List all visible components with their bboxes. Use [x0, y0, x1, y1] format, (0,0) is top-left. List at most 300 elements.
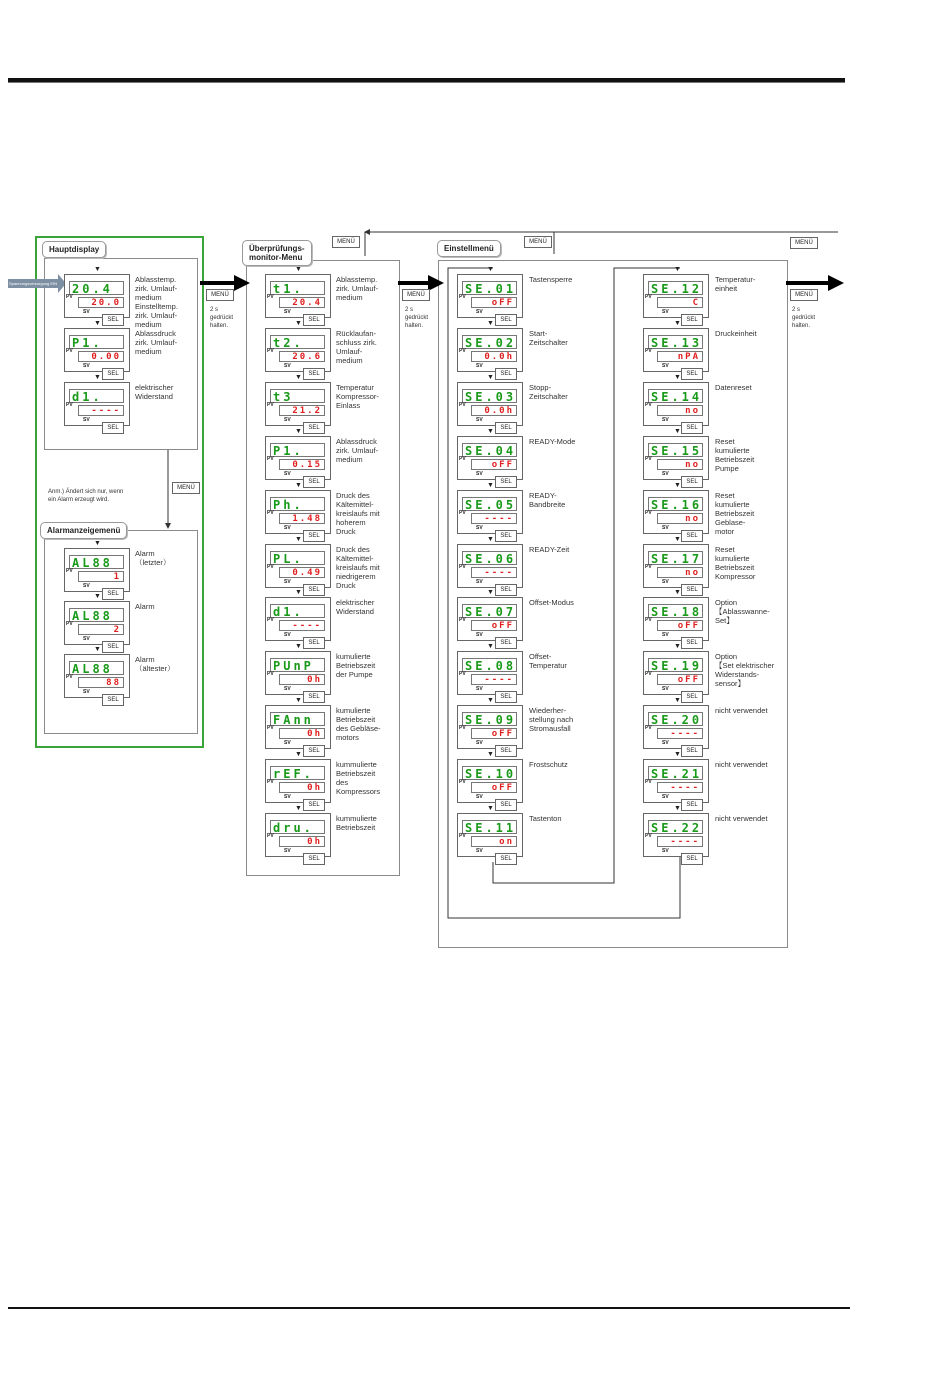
sv-readout: 0.0h — [471, 405, 517, 416]
display-unit — [643, 705, 709, 749]
pv-label: PV — [645, 294, 652, 300]
pv-readout: SE.04 — [462, 443, 517, 457]
sv-label: SV — [284, 848, 291, 854]
pv-readout: t1. — [270, 281, 325, 295]
item-description: Option 【Set elektrischer Widerstands- sensor】 — [715, 652, 775, 688]
down-arrow-icon: ▼ — [674, 697, 681, 704]
pv-label: PV — [459, 402, 466, 408]
down-arrow-icon: ▼ — [487, 428, 494, 435]
item-description: READY- Bandbreite — [529, 491, 566, 509]
sel-button[interactable]: SEL — [303, 584, 325, 596]
sv-label: SV — [83, 689, 90, 695]
sel-button[interactable]: SEL — [495, 853, 517, 865]
down-arrow-icon: ▼ — [295, 536, 302, 543]
down-arrow-icon: ▼ — [487, 482, 494, 489]
sv-label: SV — [476, 471, 483, 477]
down-arrow-icon: ▼ — [674, 482, 681, 489]
pv-readout: AL88 — [69, 608, 124, 622]
main-display-title: Hauptdisplay — [42, 241, 106, 258]
down-arrow-icon: ▼ — [487, 589, 494, 596]
sv-readout: 0h — [279, 836, 325, 847]
display-unit — [265, 328, 331, 372]
sv-label: SV — [476, 848, 483, 854]
pv-label: PV — [267, 779, 274, 785]
sv-label: SV — [284, 794, 291, 800]
display-unit — [643, 382, 709, 426]
pv-readout: SE.19 — [648, 658, 703, 672]
pv-label: PV — [645, 725, 652, 731]
item-description: kumulierte Betriebszeit der Pumpe — [336, 652, 376, 679]
sv-readout: no — [657, 405, 703, 416]
down-arrow-icon: ▼ — [94, 593, 101, 600]
pv-readout: PL. — [270, 551, 325, 565]
item-description: Option 【Ablasswanne- Set】 — [715, 598, 770, 625]
item-description: Alarm （letzter） — [135, 549, 171, 567]
pv-readout: PUnP — [270, 658, 325, 672]
sv-readout: ---- — [279, 620, 325, 631]
down-arrow-icon: ▼ — [674, 751, 681, 758]
sv-readout: C — [657, 297, 703, 308]
sel-button[interactable]: SEL — [681, 368, 703, 380]
item-description: kumulierte Betriebszeit des Gebläse- motors — [336, 706, 381, 742]
pv-readout: SE.17 — [648, 551, 703, 565]
display-unit — [457, 544, 523, 588]
sel-button[interactable]: SEL — [102, 368, 124, 380]
settings-menu-title: Einstellmenü — [437, 240, 501, 257]
item-description: Frostschutz — [529, 760, 568, 769]
pv-readout: t2. — [270, 335, 325, 349]
pv-readout: d1. — [270, 604, 325, 618]
display-unit — [457, 813, 523, 857]
pv-readout: t3 — [270, 389, 325, 403]
down-arrow-icon: ▼ — [487, 805, 494, 812]
sv-readout: 1.48 — [279, 513, 325, 524]
display-unit — [643, 274, 709, 318]
sv-readout: 0.15 — [279, 459, 325, 470]
sv-label: SV — [476, 632, 483, 638]
sv-readout: ---- — [471, 567, 517, 578]
sel-button[interactable]: SEL — [303, 368, 325, 380]
pv-label: PV — [66, 294, 73, 300]
display-unit — [265, 759, 331, 803]
display-unit — [643, 490, 709, 534]
down-arrow-icon: ▼ — [487, 536, 494, 543]
sv-label: SV — [476, 309, 483, 315]
pv-readout: SE.01 — [462, 281, 517, 295]
pv-label: PV — [267, 402, 274, 408]
item-description: Ablasstemp. zirk. Umlauf- medium Einstelltemp. zirk. Umlauf- medium — [135, 275, 178, 329]
pv-label: PV — [645, 779, 652, 785]
sv-readout: 0.49 — [279, 567, 325, 578]
pv-readout: SE.22 — [648, 820, 703, 834]
sel-button[interactable]: SEL — [495, 422, 517, 434]
sv-readout: oFF — [471, 459, 517, 470]
display-unit — [265, 544, 331, 588]
sv-readout: 2 — [78, 624, 124, 635]
down-arrow-icon: ▼ — [295, 428, 302, 435]
sel-button[interactable]: SEL — [303, 530, 325, 542]
item-description: Datenreset — [715, 383, 752, 392]
pv-readout: dru. — [270, 820, 325, 834]
down-arrow-icon: ▼ — [674, 320, 681, 327]
sv-label: SV — [284, 309, 291, 315]
item-description: elektrischer Widerstand — [135, 383, 174, 401]
sel-button[interactable]: SEL — [102, 314, 124, 326]
down-arrow-icon: ▼ — [295, 697, 302, 704]
down-arrow-icon: ▼ — [487, 643, 494, 650]
down-arrow-icon: ▼ — [94, 320, 101, 327]
sel-button[interactable]: SEL — [681, 314, 703, 326]
sv-label: SV — [662, 686, 669, 692]
pv-readout: P1. — [69, 335, 124, 349]
pv-label: PV — [267, 564, 274, 570]
pv-label: PV — [267, 725, 274, 731]
item-description: Offset-Modus — [529, 598, 574, 607]
down-arrow-icon: ▼ — [674, 536, 681, 543]
hold-note-main: 2 s gedrückt halten. — [210, 307, 234, 329]
sel-button[interactable]: SEL — [681, 530, 703, 542]
sel-button[interactable]: SEL — [303, 745, 325, 757]
display-unit — [457, 274, 523, 318]
pv-label: PV — [66, 674, 73, 680]
item-description: Offset- Temperatur — [529, 652, 567, 670]
sv-label: SV — [284, 579, 291, 585]
display-unit — [64, 601, 130, 645]
pv-label: PV — [459, 510, 466, 516]
sv-label: SV — [662, 309, 669, 315]
menu-button-top-3[interactable]: MENÜ — [790, 237, 818, 249]
sel-button[interactable]: SEL — [303, 314, 325, 326]
pv-label: PV — [459, 294, 466, 300]
sv-label: SV — [476, 579, 483, 585]
menu-button-monitor[interactable]: MENÜ — [402, 289, 430, 301]
display-unit — [643, 597, 709, 641]
sv-label: SV — [476, 794, 483, 800]
menu-button-top-1[interactable]: MENÜ — [332, 236, 360, 248]
pv-label: PV — [267, 510, 274, 516]
pv-readout: SE.05 — [462, 497, 517, 511]
display-unit — [457, 759, 523, 803]
down-arrow-icon: ▼ — [295, 589, 302, 596]
display-unit — [457, 328, 523, 372]
pv-readout: rEF. — [270, 766, 325, 780]
down-arrow-icon: ▼ — [487, 374, 494, 381]
item-description: Reset kumulierte Betriebszeit Geblase- motor — [715, 491, 755, 536]
menu-button-alarm[interactable]: MENÜ — [172, 482, 200, 494]
hold-note-monitor: 2 s gedrückt halten. — [405, 307, 429, 329]
item-description: Tastenton — [529, 814, 562, 823]
sv-readout: oFF — [471, 782, 517, 793]
sel-button[interactable]: SEL — [102, 588, 124, 600]
sel-button[interactable]: SEL — [495, 368, 517, 380]
pv-readout: d1. — [69, 389, 124, 403]
sv-readout: 1 — [78, 571, 124, 582]
down-arrow-icon: ▼ — [674, 805, 681, 812]
pv-label: PV — [645, 564, 652, 570]
sv-label: SV — [476, 417, 483, 423]
sel-button[interactable]: SEL — [681, 691, 703, 703]
sel-button[interactable]: SEL — [495, 691, 517, 703]
sv-readout: no — [657, 513, 703, 524]
item-description: nicht verwendet — [715, 706, 768, 715]
pv-label: PV — [459, 671, 466, 677]
pv-label: PV — [66, 348, 73, 354]
sel-button[interactable]: SEL — [681, 584, 703, 596]
display-unit — [265, 436, 331, 480]
item-description: READY-Mode — [529, 437, 576, 446]
sel-button[interactable]: SEL — [495, 584, 517, 596]
item-description: nicht verwendet — [715, 760, 768, 769]
sv-readout: oFF — [657, 674, 703, 685]
pv-readout: SE.03 — [462, 389, 517, 403]
pv-readout: P1. — [270, 443, 325, 457]
sv-label: SV — [83, 363, 90, 369]
pv-readout: SE.07 — [462, 604, 517, 618]
sv-readout: 0h — [279, 782, 325, 793]
down-arrow-icon: ▼ — [295, 266, 302, 273]
item-description: Start- Zeitschalter — [529, 329, 568, 347]
sel-button[interactable]: SEL — [303, 637, 325, 649]
sv-label: SV — [83, 309, 90, 315]
sel-button[interactable]: SEL — [303, 853, 325, 865]
alarm-menu-title: Alarmanzeigemenü — [40, 522, 127, 539]
item-description: Rücklaufan- schluss zirk. Umlauf- medium — [336, 329, 377, 365]
item-description: Druck des Kältemittel- kreislaufs mit niedrigerem Druck — [336, 545, 380, 590]
hold-note-settings: 2 s gedrückt halten. — [792, 307, 816, 329]
display-unit — [643, 813, 709, 857]
pv-label: PV — [645, 348, 652, 354]
menu-button-top-2[interactable]: MENÜ — [524, 236, 552, 248]
sv-label: SV — [662, 417, 669, 423]
sv-label: SV — [83, 583, 90, 589]
sv-readout: ---- — [657, 782, 703, 793]
pv-readout: SE.15 — [648, 443, 703, 457]
sv-readout: ---- — [657, 728, 703, 739]
alarm-note: Anm.) Ändert sich nur, wenn ein Alarm erzeugt wird. — [48, 489, 124, 503]
display-unit — [265, 490, 331, 534]
display-unit — [643, 328, 709, 372]
sel-button[interactable]: SEL — [303, 422, 325, 434]
display-unit — [643, 436, 709, 480]
down-arrow-icon: ▼ — [94, 540, 101, 547]
display-unit — [64, 654, 130, 698]
sel-button[interactable]: SEL — [681, 422, 703, 434]
sv-readout: 20.0 — [78, 297, 124, 308]
down-arrow-icon: ▼ — [94, 646, 101, 653]
sel-button[interactable]: SEL — [495, 637, 517, 649]
sv-readout: 21.2 — [279, 405, 325, 416]
pv-readout: SE.16 — [648, 497, 703, 511]
item-description: Alarm — [135, 602, 155, 611]
sel-button[interactable]: SEL — [102, 422, 124, 434]
sv-label: SV — [662, 579, 669, 585]
item-description: Wiederher- stellung nach Stromausfall — [529, 706, 574, 733]
item-description: Druck des Kältemittel- kreislaufs mit hoherem Druck — [336, 491, 380, 536]
display-unit — [457, 436, 523, 480]
down-arrow-icon: ▼ — [487, 320, 494, 327]
pv-label: PV — [267, 456, 274, 462]
down-arrow-icon: ▼ — [295, 482, 302, 489]
pv-readout: 20.4 — [69, 281, 124, 295]
display-unit — [64, 382, 130, 426]
sv-readout: ---- — [78, 405, 124, 416]
sv-label: SV — [662, 632, 669, 638]
sv-readout: no — [657, 567, 703, 578]
sv-readout: ---- — [657, 836, 703, 847]
pv-label: PV — [459, 456, 466, 462]
display-unit — [457, 382, 523, 426]
display-unit — [64, 328, 130, 372]
sv-readout: on — [471, 836, 517, 847]
item-description: Reset kumulierte Betriebszeit Pumpe — [715, 437, 755, 473]
sel-button[interactable]: SEL — [303, 476, 325, 488]
sel-button[interactable]: SEL — [681, 476, 703, 488]
sv-readout: no — [657, 459, 703, 470]
pv-readout: SE.10 — [462, 766, 517, 780]
pv-label: PV — [459, 617, 466, 623]
sel-button[interactable]: SEL — [681, 799, 703, 811]
pv-readout: SE.02 — [462, 335, 517, 349]
item-description: Ablassdruck zirk. Umlauf- medium — [135, 329, 178, 356]
down-arrow-icon: ▼ — [295, 805, 302, 812]
sv-label: SV — [284, 632, 291, 638]
down-arrow-icon: ▼ — [487, 266, 494, 273]
pv-readout: AL88 — [69, 661, 124, 675]
sv-label: SV — [83, 417, 90, 423]
sv-label: SV — [284, 740, 291, 746]
display-unit — [457, 597, 523, 641]
down-arrow-icon: ▼ — [674, 589, 681, 596]
sv-readout: 20.4 — [279, 297, 325, 308]
sv-readout: oFF — [471, 728, 517, 739]
display-unit — [457, 651, 523, 695]
sel-button[interactable]: SEL — [102, 641, 124, 653]
sv-readout: ---- — [471, 674, 517, 685]
pv-label: PV — [267, 833, 274, 839]
item-description: kummulierte Betriebszeit des Kompressors — [336, 760, 381, 796]
sel-button[interactable]: SEL — [681, 745, 703, 757]
display-unit — [265, 597, 331, 641]
down-arrow-icon: ▼ — [295, 374, 302, 381]
item-description: elektrischer Widerstand — [336, 598, 375, 616]
sv-label: SV — [284, 417, 291, 423]
item-description: Stopp- Zeitschalter — [529, 383, 568, 401]
sv-label: SV — [284, 471, 291, 477]
display-unit — [265, 813, 331, 857]
pv-readout: SE.09 — [462, 712, 517, 726]
sel-button[interactable]: SEL — [495, 476, 517, 488]
sel-button[interactable]: SEL — [681, 853, 703, 865]
menu-button-main[interactable]: MENÜ — [206, 289, 234, 301]
item-description: nicht verwendet — [715, 814, 768, 823]
sv-readout: oFF — [471, 297, 517, 308]
pv-label: PV — [645, 402, 652, 408]
sv-label: SV — [662, 363, 669, 369]
display-unit — [643, 544, 709, 588]
sv-label: SV — [284, 363, 291, 369]
sv-readout: 20.6 — [279, 351, 325, 362]
sel-button[interactable]: SEL — [495, 314, 517, 326]
menu-button-settings[interactable]: MENÜ — [790, 289, 818, 301]
pv-label: PV — [66, 402, 73, 408]
pv-readout: FAnn — [270, 712, 325, 726]
pv-readout: SE.18 — [648, 604, 703, 618]
pv-label: PV — [267, 671, 274, 677]
display-unit — [64, 274, 130, 318]
display-unit — [64, 548, 130, 592]
down-arrow-icon: ▼ — [674, 643, 681, 650]
down-arrow-icon: ▼ — [295, 643, 302, 650]
pv-readout: SE.06 — [462, 551, 517, 565]
pv-label: PV — [645, 617, 652, 623]
item-description: Druckeinheit — [715, 329, 757, 338]
down-arrow-icon: ▼ — [94, 374, 101, 381]
sel-button[interactable]: SEL — [495, 530, 517, 542]
pv-readout: SE.12 — [648, 281, 703, 295]
item-description: Tastensperre — [529, 275, 573, 284]
sel-button[interactable]: SEL — [303, 799, 325, 811]
display-unit — [265, 382, 331, 426]
sel-button[interactable]: SEL — [303, 691, 325, 703]
display-unit — [265, 274, 331, 318]
down-arrow-icon: ▼ — [674, 428, 681, 435]
pv-readout: Ph. — [270, 497, 325, 511]
down-arrow-icon: ▼ — [487, 697, 494, 704]
display-unit — [265, 705, 331, 749]
pv-label: PV — [645, 510, 652, 516]
sv-readout: 0.00 — [78, 351, 124, 362]
pv-label: PV — [66, 568, 73, 574]
sel-button[interactable]: SEL — [681, 637, 703, 649]
sv-label: SV — [662, 525, 669, 531]
pv-label: PV — [645, 456, 652, 462]
pv-label: PV — [645, 671, 652, 677]
pv-label: PV — [459, 564, 466, 570]
down-arrow-icon: ▼ — [674, 374, 681, 381]
display-unit — [457, 490, 523, 534]
item-description: Temperatur- einheit — [715, 275, 756, 293]
sel-button[interactable]: SEL — [495, 799, 517, 811]
sv-label: SV — [662, 848, 669, 854]
item-description: Reset kumulierte Betriebszeit Kompressor — [715, 545, 756, 581]
power-on-label: Spannungsversorgung EIN — [9, 281, 58, 286]
sv-readout: 88 — [78, 677, 124, 688]
pv-label: PV — [267, 617, 274, 623]
sv-label: SV — [662, 740, 669, 746]
pv-label: PV — [459, 725, 466, 731]
pv-label: PV — [267, 348, 274, 354]
display-unit — [265, 651, 331, 695]
item-description: Ablassdruck zirk. Umlauf- medium — [336, 437, 379, 464]
pv-label: PV — [459, 833, 466, 839]
pv-label: PV — [66, 621, 73, 627]
sv-readout: 0h — [279, 728, 325, 739]
monitor-menu-title: Überprüfungs- monitor-Menu — [242, 240, 312, 266]
sel-button[interactable]: SEL — [495, 745, 517, 757]
item-description: Ablasstemp. zirk. Umlauf- medium — [336, 275, 379, 302]
sv-readout: oFF — [657, 620, 703, 631]
sv-label: SV — [284, 525, 291, 531]
pv-readout: SE.21 — [648, 766, 703, 780]
pv-readout: SE.14 — [648, 389, 703, 403]
display-unit — [457, 705, 523, 749]
down-arrow-icon: ▼ — [295, 751, 302, 758]
item-description: kummulierte Betriebszeit — [336, 814, 377, 832]
sel-button[interactable]: SEL — [102, 694, 124, 706]
down-arrow-icon: ▼ — [487, 751, 494, 758]
sv-label: SV — [83, 636, 90, 642]
pv-readout: SE.11 — [462, 820, 517, 834]
